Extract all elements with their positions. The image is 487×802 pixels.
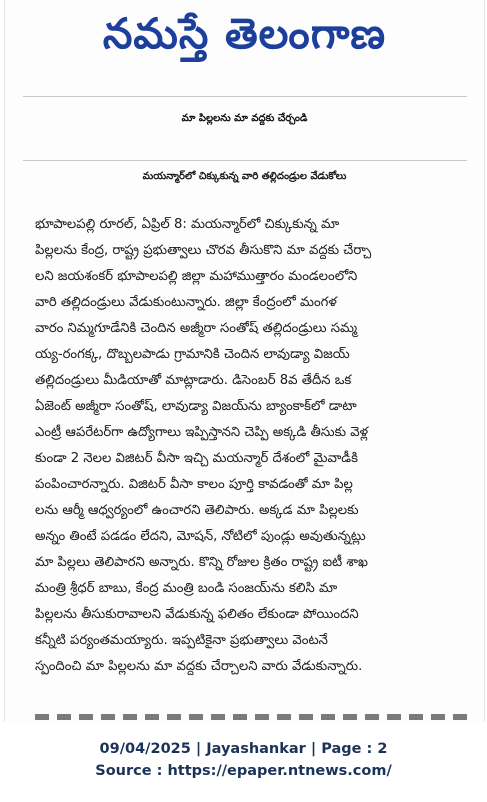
masthead-title: నమస్తే తెలంగాణ xyxy=(102,9,387,58)
article-line: కన్నీటి పర్యంతమయ్యారు. ఇప్పటికైనా ప్రభుత్వాలు వెంటనే xyxy=(35,633,328,648)
article-line: ఎంట్రీ ఆపరేటర్‌గా ఉద్యోగాలు ఇప్పిస్తానని చెప్పి అక్కడి తీసుకు వెళ్ల xyxy=(35,425,369,440)
article-line: స్పందించి మా పిల్లలను మా వద్దకు చేర్చాలని వారు వేడుకున్నారు. xyxy=(35,659,363,674)
article-line: య్య-రంగక్క, దొబ్బలపాడు గ్రామానికి చెందిన లావుడ్యా విజయ్‌ xyxy=(35,347,350,362)
article-subheadline: మయన్మార్‌లో చిక్కుకున్న వారి తల్లిదండ్రుల వేడుకోలు xyxy=(142,171,347,182)
edition-info: 09/04/2025 | Jayashankar | Page : 2 xyxy=(99,741,388,757)
masthead xyxy=(5,0,484,78)
article-headline: మా పిల్లలను మా వద్దకు చేర్చండి xyxy=(181,113,308,124)
divider xyxy=(23,96,467,97)
source-footer xyxy=(0,738,487,782)
article-line: లని జయశంకర్‌ భూపాలపల్లి జిల్లా మహాముత్తారం మండలంలోని xyxy=(35,269,358,284)
article-line: తల్లిదండ్రులు మీడియాతో మాట్లాడారు. డిసెంబర్‌ 8వ తేదీన ఒక xyxy=(35,373,352,388)
article-line: మంత్రి శ్రీధర్‌ బాబు, కేంద్ర మంత్రి బండి సంజయ్‌ను కలిసి మా xyxy=(35,581,338,596)
clipping-cut-edge xyxy=(35,714,467,720)
article-line: ఏజెంట్‌ అజ్మీరా సంతోష్‌, లావుడ్యా విజయ్‌ను బ్యాంకాక్‌లో డాటా xyxy=(35,399,357,414)
article-line: మా పిల్లలు తెలిపారని అన్నారు. కొన్ని రోజుల క్రితం రాష్ట్ర ఐటీ శాఖ xyxy=(35,555,368,570)
article-line: పిల్లలను తీసుకురావాలని వేడుకున్న ఫలితం లేకుండా పోయిందని xyxy=(35,607,359,622)
divider xyxy=(23,160,467,161)
article-line: వారం నిమ్మగూడేనికి చెందిన అజ్మీరా సంతోష్‌ తల్లిదండ్రులు సమ్మ xyxy=(35,321,358,336)
article-line: అన్నం తింటే పడడం లేదని, మోషన్‌, నోటిలో పుండ్లు అవుతున్నట్లు xyxy=(35,529,366,544)
article-body xyxy=(35,212,467,680)
article-line: వారి తల్లిదండ్రులు వేడుకుంటున్నారు. జిల్లా కేంద్రంలో మంగళ xyxy=(35,295,337,310)
newspaper-clipping xyxy=(4,0,485,722)
article-line: పిల్లలను కేంద్ర, రాష్ట్ర ప్రభుత్వాలు చొరవ తీసుకొని మా వద్దకు చేర్చా xyxy=(35,243,372,258)
article-line: లను ఆర్మీ ఆధ్వర్యంలో ఉంచారని తెలిపారు. అక్కడ మా పిల్లలకు xyxy=(35,503,359,518)
article-line: భూపాలపల్లి రూరల్‌, ఏప్రిల్‌ 8: మయన్మార్‌లో చిక్కుకున్న మా xyxy=(35,217,340,232)
article-line: కుండా 2 నెలల విజిటర్‌ వీసా ఇచ్చి మయన్మార్‌ దేశంలో మైవాడీకి xyxy=(35,451,358,466)
source-url: Source : https://epaper.ntnews.com/ xyxy=(95,763,392,779)
article-line: పంపించారన్నారు. విజిటర్‌ వీసా కాలం పూర్తి కావడంతో మా పిల్ల xyxy=(35,477,353,492)
